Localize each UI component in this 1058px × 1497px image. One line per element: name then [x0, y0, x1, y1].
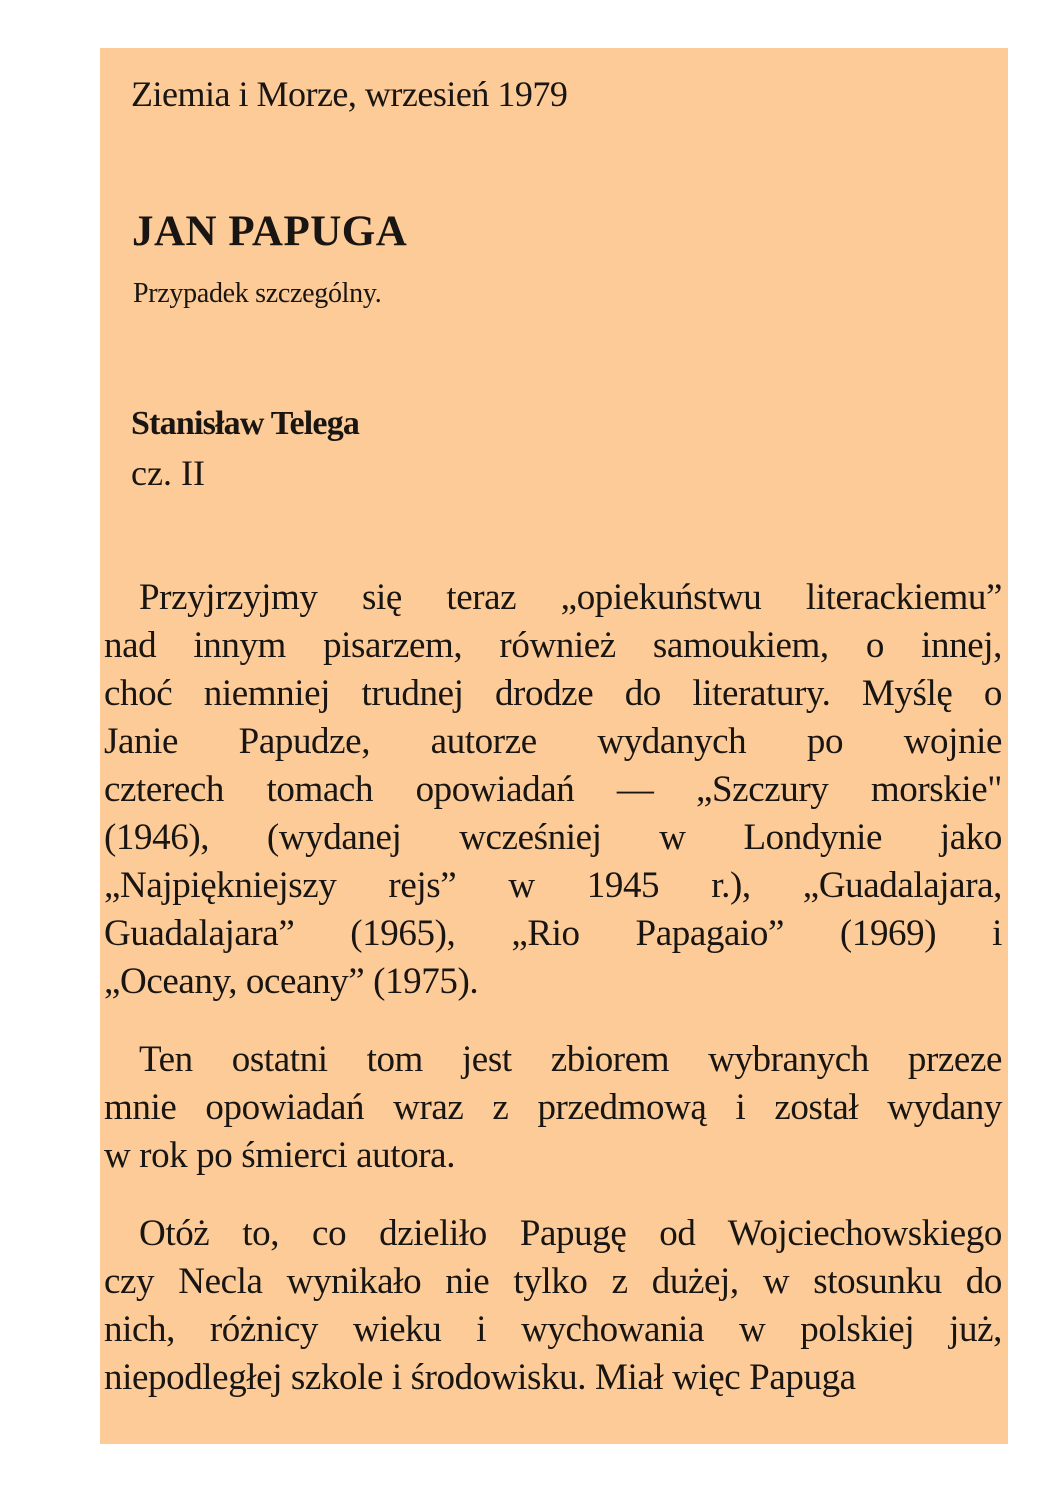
content-panel — [100, 48, 1008, 1444]
text-line: niepodległej szkole i środowisku. Miał więc Papuga — [104, 1357, 856, 1398]
text-line: czterech tomach opowiadań — „Szczury morskie" — [104, 769, 1002, 810]
text-line: Ten ostatni tom jest zbiorem wybranych przeze — [139, 1039, 1002, 1080]
text-line: Janie Papudze, autorze wydanych po wojnie — [104, 721, 1002, 762]
paragraph — [104, 1036, 1002, 1180]
text-line: nad innym pisarzem, również samoukiem, o innej, — [104, 625, 1002, 666]
text-line: w rok po śmierci autora. — [104, 1135, 456, 1176]
text-line: Guadalajara” (1965), „Rio Papagaio” (1969) i — [104, 913, 1002, 954]
text-line: „Oceany, oceany” (1975). — [104, 961, 479, 1002]
text-line: „Najpiękniejszy rejs” w 1945 r.), „Guadalajara, — [104, 865, 1002, 906]
paragraph — [104, 1210, 1002, 1402]
text-line: choć niemniej trudnej drodze do literatury. Myślę o — [104, 673, 1002, 714]
article-title: JAN PAPUGA — [132, 208, 408, 255]
paragraph — [104, 574, 1002, 1006]
text-line: Otóż to, co dzieliło Papugę od Wojciechowskiego — [139, 1213, 1002, 1254]
author-name: Stanisław Telega — [131, 405, 360, 442]
article-body — [104, 574, 1002, 1402]
publication-line: Ziemia i Morze, wrzesień 1979 — [131, 74, 568, 114]
text-line: nich, różnicy wieku i wychowania w polskiej już, — [104, 1309, 1002, 1350]
text-line: mnie opowiadań wraz z przedmową i został wydany — [104, 1087, 1002, 1128]
article-subtitle: Przypadek szczególny. — [133, 278, 382, 309]
text-line: Przyjrzyjmy się teraz „opiekuństwu literackiemu” — [139, 577, 1002, 618]
text-line: (1946), (wydanej wcześniej w Londynie jako — [104, 817, 1002, 858]
text-line: czy Necla wynikało nie tylko z dużej, w stosunku do — [104, 1261, 1002, 1302]
part-label: cz. II — [131, 453, 205, 493]
